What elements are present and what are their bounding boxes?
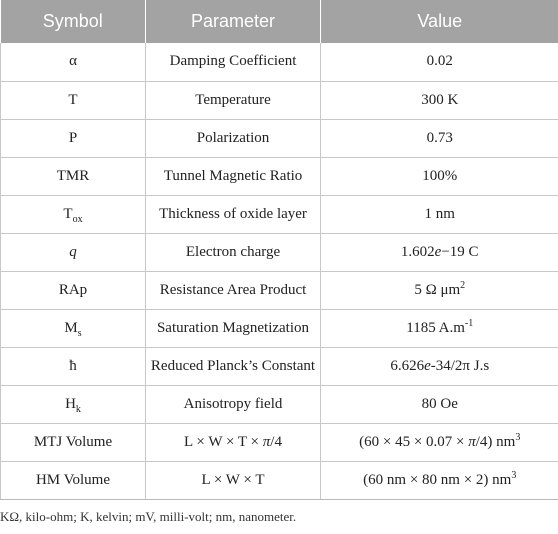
header-parameter: Parameter [146, 0, 321, 43]
table-row [1, 461, 558, 499]
symbol-cell: α [1, 43, 146, 81]
table-row [1, 119, 558, 157]
parameter-cell [146, 423, 321, 461]
table-row [1, 347, 558, 385]
parameter-cell: Polarization [146, 119, 321, 157]
value-superscript: -1 [464, 317, 474, 329]
table-header [1, 0, 558, 43]
header-symbol: Symbol [1, 0, 146, 43]
value-cell [321, 309, 558, 347]
symbol-text: H [65, 395, 76, 412]
parameter-cell: Temperature [146, 81, 321, 119]
table-row [1, 81, 558, 119]
value-cell: 80 Oe [321, 385, 558, 423]
parameter-cell: Electron charge [146, 233, 321, 271]
table-row [1, 271, 558, 309]
table-row [1, 233, 558, 271]
symbol-subscript: k [75, 403, 81, 415]
parameter-cell: L × W × T [146, 461, 321, 499]
symbol-cell: HM Volume [1, 461, 146, 499]
value-superscript: 3 [515, 431, 521, 443]
value-text-tail: /4) nm [475, 433, 516, 450]
table-row [1, 385, 558, 423]
table-row [1, 157, 558, 195]
symbol-cell: ћ [1, 347, 146, 385]
value-exponent-marker: e [424, 357, 431, 374]
table-row [1, 309, 558, 347]
parameter-cell: Reduced Planck’s Constant [146, 347, 321, 385]
value-text: (60 nm × 80 nm × 2) nm [363, 471, 512, 488]
value-exponent-marker: e [434, 243, 442, 260]
symbol-cell [1, 195, 146, 233]
parameter-cell: Thickness of oxide layer [146, 195, 321, 233]
symbol-cell: TMR [1, 157, 146, 195]
value-text: 1185 A.m [406, 319, 465, 336]
value-cell: 100% [321, 157, 558, 195]
value-exponent: −19 C [441, 243, 479, 260]
table-footnote: KΩ, kilo-ohm; K, kelvin; mV, milli-volt; nm, nanometer. [0, 509, 297, 524]
symbol-text: M [64, 319, 78, 336]
parameter-cell: Tunnel Magnetic Ratio [146, 157, 321, 195]
value-cell: 0.02 [321, 43, 558, 81]
value-cell [321, 461, 558, 499]
table-row [1, 43, 558, 81]
symbol-subscript: ox [72, 213, 83, 225]
value-mantissa: 1.602 [400, 243, 435, 260]
value-cell: 1 nm [321, 195, 558, 233]
value-superscript: 3 [511, 469, 517, 481]
value-cell: 300 K [321, 81, 558, 119]
symbol-cell: MTJ Volume [1, 423, 146, 461]
value-cell [321, 423, 558, 461]
symbol-cell [1, 309, 146, 347]
header-row [1, 0, 558, 43]
value-cell [321, 347, 558, 385]
symbol-cell: RAp [1, 271, 146, 309]
parameter-text-tail: /4 [270, 433, 282, 450]
parameter-cell: Saturation Magnetization [146, 309, 321, 347]
table-body [1, 43, 558, 499]
value-superscript: 2 [460, 279, 466, 291]
value-text: 5 Ω μm [414, 281, 461, 298]
value-cell [321, 271, 558, 309]
value-exponent: -34/2π J.s [430, 357, 490, 374]
symbol-cell [1, 385, 146, 423]
value-cell [321, 233, 558, 271]
parameter-cell: Resistance Area Product [146, 271, 321, 309]
symbol-cell [1, 233, 146, 271]
symbol-text: q [69, 243, 77, 260]
header-value: Value [417, 11, 463, 31]
table-row [1, 195, 558, 233]
value-pi: π [468, 433, 476, 450]
parameter-pi: π [262, 433, 271, 450]
symbol-cell: P [1, 119, 146, 157]
symbol-subscript: s [77, 327, 82, 339]
table-row [1, 423, 558, 461]
parameter-text: L × W × T × [184, 433, 263, 450]
value-text: (60 × 45 × 0.07 × [359, 433, 469, 450]
symbol-text: T [63, 205, 73, 222]
parameter-cell: Anisotropy field [146, 385, 321, 423]
value-mantissa: 6.626 [390, 357, 425, 374]
parameter-cell: Damping Coefficient [146, 43, 321, 81]
value-cell: 0.73 [321, 119, 558, 157]
symbol-cell: T [1, 81, 146, 119]
